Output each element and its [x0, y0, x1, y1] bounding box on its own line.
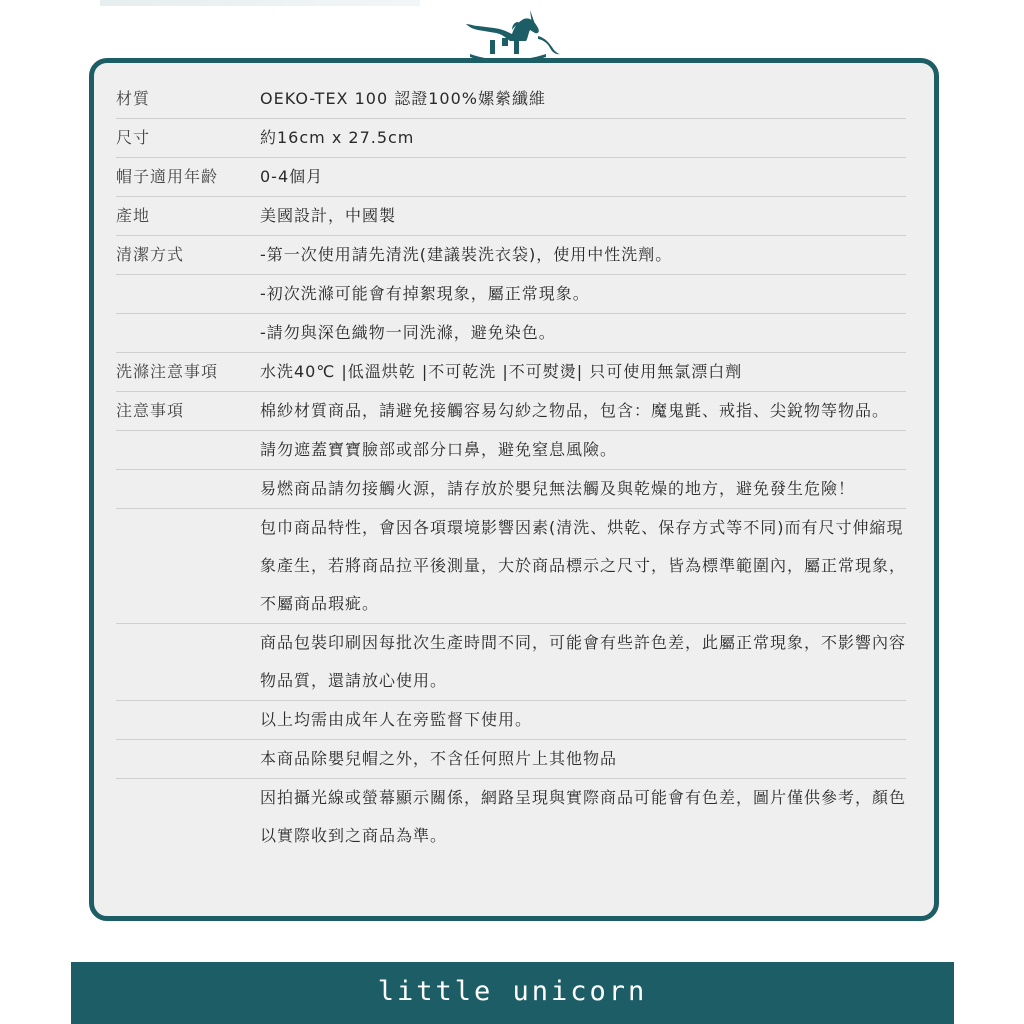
- spec-label: [116, 509, 260, 623]
- spec-label: 帽子適用年齡: [116, 167, 219, 186]
- spec-label: 注意事項: [116, 401, 185, 420]
- spec-row: [116, 740, 906, 779]
- spec-table: [116, 80, 906, 855]
- spec-value: 易燃商品請勿接觸火源，請存放於嬰兒無法觸及與乾燥的地方，避免發生危險！: [260, 479, 856, 498]
- spec-row: [116, 197, 906, 236]
- spec-label: [116, 314, 260, 352]
- spec-row: [116, 236, 906, 275]
- spec-row: [116, 779, 906, 855]
- spec-row: [116, 314, 906, 353]
- spec-label: [116, 624, 260, 700]
- spec-label: [116, 740, 260, 778]
- spec-row: [116, 392, 906, 431]
- spec-row: [116, 470, 906, 509]
- spec-value: 約16cm x 27.5cm: [260, 128, 415, 147]
- spec-value: OEKO-TEX 100 認證100%嫘縈纖維: [260, 89, 546, 108]
- spec-label: [116, 431, 260, 469]
- spec-row: [116, 624, 906, 701]
- spec-label: [116, 701, 260, 739]
- footer-banner: [71, 962, 954, 1024]
- spec-label: [116, 470, 260, 508]
- spec-value: -請勿與深色織物一同洗滌，避免染色。: [260, 323, 556, 342]
- brand-name: little unicorn: [377, 976, 648, 1007]
- spec-value: 0-4個月: [260, 167, 324, 186]
- spec-label: 產地: [116, 206, 151, 225]
- spec-value: -初次洗滌可能會有掉絮現象，屬正常現象。: [260, 284, 590, 303]
- spec-label: [116, 779, 260, 855]
- spec-label: 尺寸: [116, 128, 151, 147]
- spec-value: 水洗40℃ |低溫烘乾 |不可乾洗 |不可熨燙| 只可使用無氯漂白劑: [260, 362, 743, 381]
- spec-row: [116, 80, 906, 119]
- spec-value: 棉紗材質商品，請避免接觸容易勾紗之物品，包含：魔鬼氈、戒指、尖銳物等物品。: [260, 401, 890, 420]
- spec-label: 洗滌注意事項: [116, 362, 219, 381]
- spec-row: [116, 509, 906, 624]
- top-decoration: [100, 0, 420, 6]
- spec-value: 美國設計，中國製: [260, 206, 397, 225]
- spec-label: 清潔方式: [116, 245, 185, 264]
- spec-value: 因拍攝光線或螢幕顯示關係，網路呈現與實際商品可能會有色差，圖片僅供參考，顏色以實際收到之商品為準。: [260, 788, 907, 845]
- product-spec-card: [89, 58, 939, 921]
- spec-value: 以上均需由成年人在旁監督下使用。: [260, 710, 533, 729]
- spec-row: [116, 353, 906, 392]
- spec-value: -第一次使用請先清洗(建議裝洗衣袋)，使用中性洗劑。: [260, 245, 673, 264]
- spec-value: 請勿遮蓋寶寶臉部或部分口鼻，避免窒息風險。: [260, 440, 618, 459]
- spec-value: 包巾商品特性，會因各項環境影響因素(清洗、烘乾、保存方式等不同)而有尺寸伸縮現象產生，若將商品拉平後測量，大於商品標示之尺寸，皆為標準範圍內，屬正常現象，不屬商品瑕疵。: [260, 518, 907, 613]
- spec-value: 本商品除嬰兒帽之外，不含任何照片上其他物品: [260, 749, 618, 768]
- spec-value: 商品包裝印刷因每批次生產時間不同，可能會有些許色差，此屬正常現象，不影響內容物品質，還請放心使用。: [260, 633, 907, 690]
- spec-row: [116, 275, 906, 314]
- spec-label: 材質: [116, 89, 151, 108]
- spec-row: [116, 158, 906, 197]
- spec-row: [116, 431, 906, 470]
- spec-row: [116, 119, 906, 158]
- spec-label: [116, 275, 260, 313]
- spec-row: [116, 701, 906, 740]
